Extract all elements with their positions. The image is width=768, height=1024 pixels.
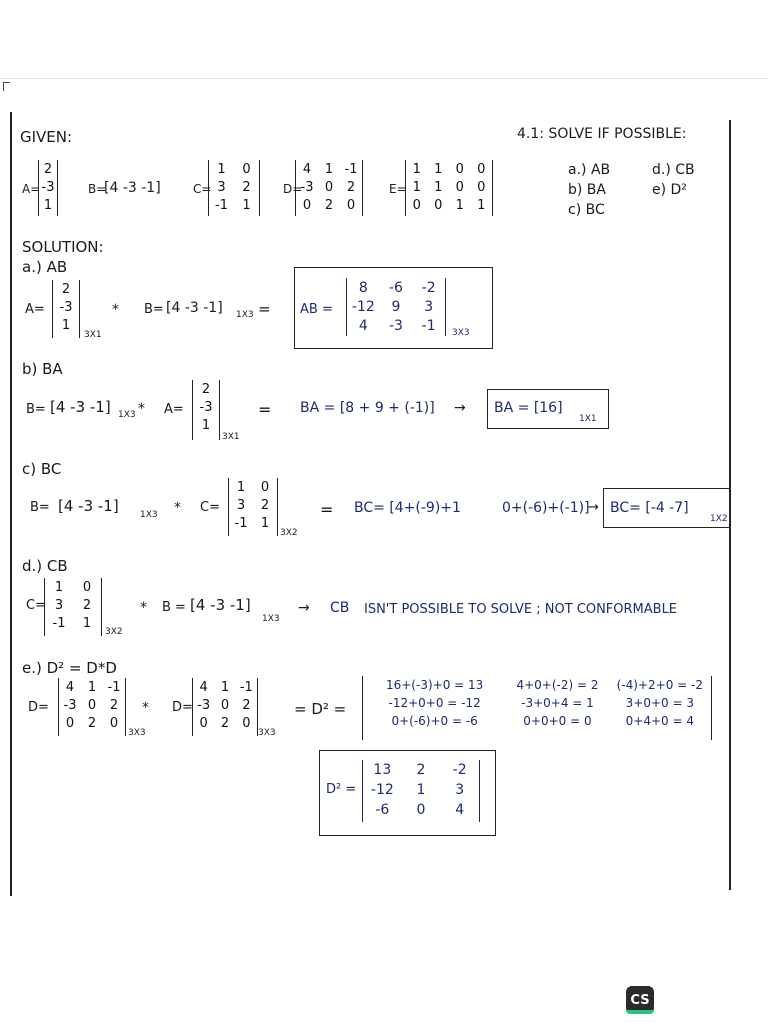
cell: -3+0+4 = 1 <box>521 696 594 710</box>
part-e-heading: e.) D² = D*D <box>22 659 117 677</box>
final-result-matrix <box>362 760 480 822</box>
cell: 0 <box>242 716 251 731</box>
cell: 0 <box>477 180 486 195</box>
cell: 2 <box>242 698 251 713</box>
given-c-label: C= <box>193 182 212 196</box>
cell: 0 <box>346 198 356 213</box>
cell: 0 <box>455 162 464 177</box>
cell: 4 <box>455 802 465 818</box>
part-b-a-label: A= <box>164 402 184 417</box>
given-a-matrix <box>38 160 58 216</box>
part-e-d2-label: D= <box>172 700 193 715</box>
part-b-a-dim: 3X1 <box>222 432 240 442</box>
part-c-arrow: → <box>588 500 599 515</box>
part-c-b-matrix: [4 -3 -1] <box>58 497 119 515</box>
cell: 0 <box>412 198 421 213</box>
part-b-equals: = <box>258 400 272 419</box>
cell: 1 <box>201 418 211 433</box>
cell: 2 <box>43 162 53 177</box>
part-d-note-label: CB <box>330 600 350 616</box>
part-d-note: ISN'T POSSIBLE TO SOLVE ; NOT CONFORMABLE <box>364 602 678 617</box>
part-a-b-dim: 1X3 <box>236 310 254 320</box>
left-border <box>10 112 12 896</box>
cell: 8 <box>358 280 368 296</box>
part-e-d-label: D= <box>28 700 49 715</box>
cell: -1 <box>107 680 121 695</box>
cell: 0 <box>416 802 426 818</box>
part-b-work: BA = [8 + 9 + (-1)] <box>300 400 435 416</box>
given-e-matrix <box>405 160 493 216</box>
cell: 1 <box>455 198 464 213</box>
cell: 0 <box>65 716 75 731</box>
part-c-equals: = <box>320 500 334 519</box>
cell: 4 <box>358 318 368 334</box>
cell: 2 <box>82 598 92 613</box>
cell: 16+(-3)+0 = 13 <box>385 678 484 692</box>
task-b: b) BA <box>568 182 606 198</box>
part-a-result-dim: 3X3 <box>452 328 470 338</box>
cell: -3 <box>389 318 403 334</box>
task-e: e) D² <box>652 182 687 198</box>
part-e-d-matrix <box>58 678 126 736</box>
part-c-work-col1: BC= [4+(-9)+1 <box>354 500 461 516</box>
cell: 0 <box>455 180 464 195</box>
part-c-result: BC= [-4 -7] <box>610 500 689 516</box>
given-b-matrix: [4 -3 -1] <box>104 180 161 196</box>
cell: 3 <box>54 598 64 613</box>
part-d-heading: d.) CB <box>22 557 68 575</box>
given-title: GIVEN: <box>20 128 73 146</box>
cell: -2 <box>452 762 467 778</box>
cell: -1 <box>52 616 66 631</box>
cell: -1 <box>215 198 228 213</box>
part-b-result: BA = [16] <box>494 400 563 416</box>
cell: 2 <box>416 762 426 778</box>
part-d-b-label: B = <box>162 600 186 615</box>
part-a-a-matrix <box>52 280 80 338</box>
cell: 1 <box>220 680 230 695</box>
part-d-b-matrix: [4 -3 -1] <box>190 596 251 614</box>
part-b-b-matrix: [4 -3 -1] <box>50 398 111 416</box>
corner-mark <box>3 82 10 91</box>
part-b-heading: b) BA <box>22 360 63 378</box>
cell: 0 <box>434 198 443 213</box>
cell: 3 <box>424 299 434 315</box>
part-a-b-matrix: [4 -3 -1] <box>166 300 223 316</box>
part-d-c-dim: 3X2 <box>105 627 123 637</box>
cell: -12 <box>370 782 394 798</box>
part-c-b-dim: 1X3 <box>140 510 158 520</box>
cell: 1 <box>260 516 270 531</box>
cell: 4 <box>199 680 208 695</box>
part-b-b-label: B= <box>26 402 46 417</box>
given-d-label: D= <box>283 182 303 196</box>
cell: -3 <box>63 698 77 713</box>
cell: 1 <box>61 318 71 333</box>
cell: -1 <box>239 680 253 695</box>
part-a-b-label: B= <box>144 302 164 317</box>
part-b-arrow: → <box>454 400 466 416</box>
part-c-work-col2: 0+(-6)+(-1)] <box>502 500 590 516</box>
cell: -3 <box>300 180 314 195</box>
part-a-equals: = <box>258 300 271 318</box>
cell: 2 <box>87 716 97 731</box>
cell: 3 <box>236 498 246 513</box>
cell: 2 <box>109 698 119 713</box>
cell: 4 <box>65 680 75 695</box>
cell: 1 <box>54 580 64 595</box>
cell: 3 <box>455 782 465 798</box>
part-b-op: * <box>138 401 145 417</box>
cell: 2 <box>220 716 230 731</box>
cell: 3+0+0 = 3 <box>625 696 694 710</box>
part-a-a-dim: 3X1 <box>84 330 102 340</box>
cell: 2 <box>260 498 270 513</box>
cell: 0 <box>302 198 312 213</box>
cell: -2 <box>421 280 436 296</box>
camscanner-logo <box>626 986 654 1014</box>
part-e-d2-dim: 3X3 <box>258 728 276 738</box>
cell: 1 <box>477 198 486 213</box>
logo-text: CS <box>630 992 650 1008</box>
cell: 1 <box>324 162 334 177</box>
part-b-result-dim: 1X1 <box>579 414 597 424</box>
solution-title: SOLUTION: <box>22 238 104 256</box>
task-a: a.) AB <box>568 162 611 178</box>
cell: 1 <box>412 180 421 195</box>
cell: 1 <box>82 616 92 631</box>
cell: 13 <box>373 762 392 778</box>
cell: -3 <box>199 400 213 415</box>
cell: 0 <box>220 698 230 713</box>
cell: 2 <box>201 382 211 397</box>
cell: -3 <box>197 698 211 713</box>
cell: -1 <box>421 318 436 334</box>
part-e-work-matrix <box>362 676 712 740</box>
cell: 1 <box>412 162 421 177</box>
part-e-d-dim: 3X3 <box>128 728 146 738</box>
part-a-heading: a.) AB <box>22 258 68 276</box>
part-d-b-dim: 1X3 <box>262 614 280 624</box>
cell: 1 <box>434 180 443 195</box>
cell: 1 <box>236 480 246 495</box>
part-b-b-dim: 1X3 <box>118 410 136 420</box>
cell: 1 <box>416 782 426 798</box>
cell: 9 <box>391 299 401 315</box>
given-a-label: A= <box>22 182 41 196</box>
cell: -6 <box>389 280 403 296</box>
part-a-a-label: A= <box>25 302 45 317</box>
cell: 0 <box>109 716 119 731</box>
cell: 2 <box>324 198 334 213</box>
cell: -6 <box>375 802 390 818</box>
part-d-c-matrix <box>44 578 102 636</box>
part-e-d2-matrix <box>192 678 258 736</box>
cell: 2 <box>61 282 71 297</box>
cell: 0 <box>199 716 208 731</box>
cell: 4+0+(-2) = 2 <box>516 678 599 692</box>
cell: 1 <box>43 198 53 213</box>
final-result-label: D² = <box>326 782 357 797</box>
part-c-b-label: B= <box>30 500 50 515</box>
cell: -1 <box>234 516 248 531</box>
cell: 1 <box>87 680 97 695</box>
cell: -12+0+0 = -12 <box>388 696 481 710</box>
cell: 0 <box>477 162 486 177</box>
part-a-result-matrix <box>346 278 446 336</box>
part-a-result-label: AB = <box>300 302 333 317</box>
given-b-label: B= <box>88 182 107 196</box>
cell: (-4)+2+0 = -2 <box>616 678 703 692</box>
cell: 1 <box>242 198 251 213</box>
cell: 1 <box>217 162 226 177</box>
part-a-op: * <box>112 302 119 318</box>
cell: 4 <box>302 162 312 177</box>
part-b-a-matrix <box>192 380 220 440</box>
given-e-label: E= <box>389 182 407 196</box>
top-edge-line <box>0 78 768 79</box>
part-c-c-label: C= <box>200 500 220 515</box>
cell: 0+(-6)+0 = -6 <box>391 714 478 728</box>
cell: 0 <box>242 162 251 177</box>
part-c-heading: c) BC <box>22 460 62 478</box>
part-d-arrow: → <box>298 600 310 616</box>
part-d-c-label: C= <box>26 598 46 613</box>
cell: 0+4+0 = 4 <box>625 714 694 728</box>
cell: 0 <box>82 580 92 595</box>
cell: 2 <box>242 180 251 195</box>
part-c-result-dim: 1X2 <box>710 514 728 524</box>
cell: -1 <box>344 162 358 177</box>
cell: 3 <box>217 180 226 195</box>
part-e-equals: = D² = <box>294 700 347 718</box>
task-d: d.) CB <box>652 162 695 178</box>
cell: -3 <box>59 300 73 315</box>
cell: 0+0+0 = 0 <box>523 714 592 728</box>
part-c-c-matrix <box>228 478 278 536</box>
cell: 2 <box>346 180 356 195</box>
task-title: 4.1: SOLVE IF POSSIBLE: <box>517 126 687 142</box>
cell: 0 <box>260 480 270 495</box>
part-c-c-dim: 3X2 <box>280 528 298 538</box>
cell: 1 <box>434 162 443 177</box>
part-e-op: * <box>142 700 149 716</box>
given-c-matrix <box>208 160 260 216</box>
cell: -12 <box>351 299 375 315</box>
task-c: c) BC <box>568 202 605 218</box>
part-d-op: * <box>140 600 147 616</box>
part-c-op: * <box>174 500 181 516</box>
cell: 0 <box>324 180 334 195</box>
cell: -3 <box>41 180 55 195</box>
cell: 0 <box>87 698 97 713</box>
given-d-matrix <box>295 160 363 216</box>
